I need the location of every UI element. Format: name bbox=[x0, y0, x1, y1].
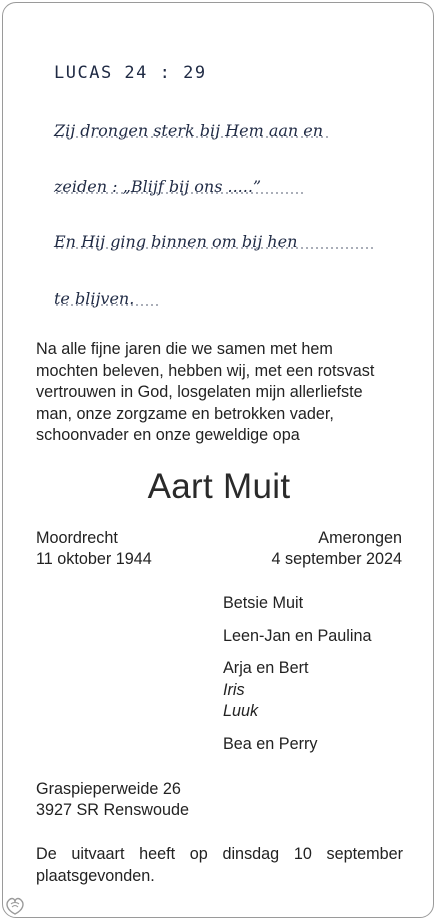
family-group bbox=[223, 658, 372, 723]
rose-logo-icon bbox=[2, 894, 28, 918]
verse-line-2: zeiden : „Blijf bij ons .....” bbox=[54, 177, 262, 196]
handwritten-verse bbox=[0, 0, 438, 330]
grandchild-name: Luuk bbox=[223, 702, 259, 720]
deceased-name: Aart Muit bbox=[147, 467, 291, 506]
family-member: Leen-Jan en Paulina bbox=[223, 626, 372, 645]
verse-line-1: Zij drongen sterk bij Hem aan en bbox=[54, 121, 324, 140]
verse-reference: LUCAS 24 : 29 bbox=[54, 63, 207, 83]
intro-line: mochten beleven, hebben wij, met een rotsvast bbox=[36, 361, 375, 380]
intro-line: Na alle fijne jaren die we samen met hem bbox=[36, 340, 333, 358]
family-member: Arja en Bert bbox=[223, 659, 309, 677]
birth-info bbox=[36, 528, 152, 570]
intro-line: man, onze zorgzame en betrokken vader, bbox=[36, 404, 334, 423]
verse-line-4: te blijven. bbox=[54, 289, 135, 308]
death-info bbox=[272, 528, 403, 570]
death-place: Amerongen bbox=[318, 529, 402, 547]
funeral-text bbox=[36, 844, 403, 887]
intro-line: schoonvader en onze geweldige opa bbox=[36, 426, 300, 444]
death-date: 4 september 2024 bbox=[271, 550, 402, 568]
intro-line: vertrouwen in God, losgelaten mijn allerliefste bbox=[36, 383, 363, 401]
verse-line-3: En Hij ging binnen om bij hen bbox=[54, 232, 298, 251]
family-member: Betsie Muit bbox=[223, 594, 304, 612]
funeral-line: De uitvaart heeft op dinsdag 10 september bbox=[36, 845, 403, 863]
birth-date: 11 oktober 1944 bbox=[36, 550, 152, 568]
address bbox=[36, 779, 189, 821]
family-list bbox=[223, 593, 372, 766]
family-member: Bea en Perry bbox=[223, 734, 318, 753]
address-city: 3927 SR Renswoude bbox=[36, 801, 189, 819]
birth-place: Moordrecht bbox=[36, 529, 118, 547]
intro-text bbox=[36, 339, 403, 447]
grandchild-name: Iris bbox=[223, 680, 245, 699]
address-street: Graspieperweide 26 bbox=[36, 780, 181, 798]
funeral-line: plaatsgevonden. bbox=[36, 866, 155, 885]
